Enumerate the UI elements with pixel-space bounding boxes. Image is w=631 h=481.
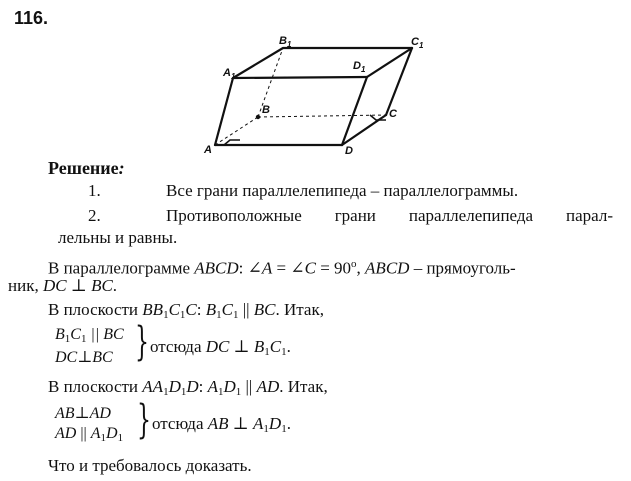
point-b	[256, 115, 260, 119]
label-d1: $D_1$	[353, 60, 366, 74]
edge-a1-d1	[233, 77, 367, 78]
label-b1: $B_1$	[279, 35, 292, 49]
system2-brace: }	[137, 397, 151, 443]
label-c: C	[389, 108, 397, 120]
label-a1: $A_1$	[223, 67, 236, 81]
item-1-text: Все грани параллелепипеда – параллелограммы.	[166, 181, 519, 200]
item-2-text-line1: Противоположные грани параллелепипеда парал-	[166, 206, 613, 225]
system1-brace: }	[135, 319, 149, 365]
system2-conclusion: отсюда AB ⊥ $A_1D_1$.	[152, 414, 291, 435]
paragraph-plane-aa1d1d: В плоскости $AA_1D_1D$: $A_1D_1$ || AD. Итак,	[48, 377, 328, 398]
paragraph-rectangle-line1: В параллелограмме ABCD: ∠A = ∠C = $90^o$, ABCD – прямоуголь-	[48, 258, 516, 278]
system1-row2: DC⊥BC	[55, 349, 113, 366]
item-1-number: 1.	[88, 181, 101, 200]
label-a: A	[204, 144, 212, 156]
label-b: B	[262, 104, 270, 116]
solution-title: Решение:	[48, 158, 125, 178]
parallelepiped-figure	[0, 0, 631, 160]
edge-d-d1	[342, 77, 367, 145]
system1-conclusion: отсюда DC ⊥ $B_1C_1$.	[150, 337, 291, 358]
label-d: D	[345, 145, 353, 157]
problem-number: 116.	[14, 8, 49, 28]
hidden-edge-b-c	[258, 115, 386, 117]
system1-row1: $B_1C_1$ || BC	[55, 326, 124, 345]
paragraph-plane-bb1c1c: В плоскости $BB_1C_1C$: $B_1C_1$ || BC. Итак,	[48, 300, 324, 321]
label-c1: $C_1$	[411, 36, 424, 50]
edge-c-c1	[386, 48, 412, 115]
edge-a1-b1	[233, 48, 412, 78]
paragraph-rectangle-line2: ник, DC ⊥ BC.	[8, 276, 118, 295]
item-2-number: 2.	[88, 206, 101, 225]
system2-row1: AB⊥AD	[55, 405, 111, 422]
system2-row2: AD || $A_1D_1$	[55, 425, 124, 444]
item-2-text-line2: лельны и равны.	[58, 228, 178, 247]
conclusion-text: Что и требовалось доказать.	[48, 456, 252, 475]
